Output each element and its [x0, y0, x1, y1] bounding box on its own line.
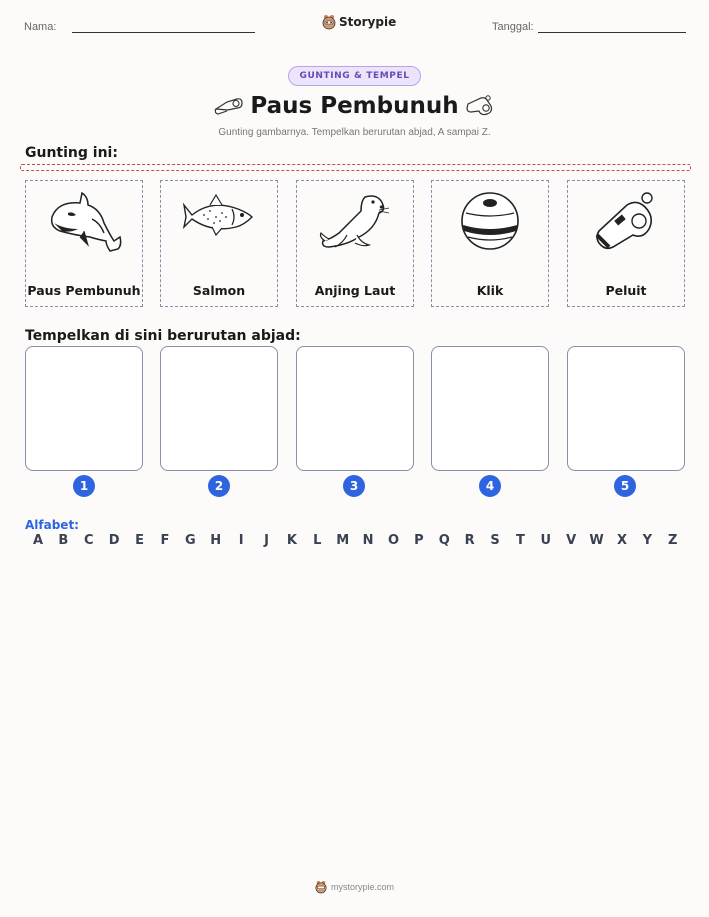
alphabet-letter: Z — [668, 533, 678, 548]
alphabet-label: Alfabet: — [25, 518, 79, 532]
alphabet-letter: C — [84, 533, 94, 548]
name-line[interactable] — [72, 32, 255, 33]
alphabet-letter: K — [286, 533, 297, 548]
alphabet-letter: N — [362, 533, 374, 548]
alphabet-letter: I — [238, 533, 244, 548]
card-caption: Peluit — [605, 283, 647, 298]
brand-logo — [322, 14, 396, 30]
instructions-text: Gunting gambarnya. Tempelkan berurutan abjad, A sampai Z. — [218, 127, 491, 138]
alphabet-letter: D — [108, 533, 120, 548]
slot-number-3: 3 — [343, 475, 365, 497]
activity-badge: GUNTING & TEMPEL — [288, 66, 420, 86]
slot-number-5: 5 — [614, 475, 636, 497]
alphabet-letter: A — [32, 533, 44, 548]
alphabet-letter: R — [464, 533, 475, 548]
date-line[interactable] — [538, 32, 686, 33]
whistle-outline-icon — [465, 93, 495, 119]
cut-card-whistle[interactable] — [567, 180, 685, 307]
alphabet-letter: O — [387, 533, 399, 548]
name-label: Nama: — [24, 21, 57, 33]
alphabet-letter: L — [313, 533, 322, 548]
alphabet-letter: F — [160, 533, 170, 548]
alphabet-letter: M — [336, 533, 350, 548]
slot-number-4: 4 — [479, 475, 501, 497]
storypie-mascot-icon — [322, 14, 336, 30]
whistle-icon — [593, 189, 659, 253]
card-caption: Anjing Laut — [314, 283, 396, 298]
footer-site: mystorypie.com — [330, 882, 394, 892]
slot-number-1: 1 — [73, 475, 95, 497]
alphabet-letter: P — [414, 533, 424, 548]
cut-card-orca[interactable] — [25, 180, 143, 307]
alphabet-letter: X — [616, 533, 627, 548]
page-title: Paus Pembunuh — [250, 93, 459, 119]
orca-icon — [44, 189, 124, 257]
paste-slot-3[interactable] — [296, 346, 414, 471]
slot-number-2: 2 — [208, 475, 230, 497]
date-label: Tanggal: — [492, 21, 534, 33]
salmon-fish-icon — [182, 191, 256, 241]
cut-card-seal[interactable] — [296, 180, 414, 307]
cut-guide-line — [20, 164, 691, 171]
alphabet-letter: B — [58, 533, 69, 548]
alphabet-letter: E — [135, 533, 144, 548]
alphabet-letter: U — [540, 533, 552, 548]
clicker-icon — [458, 189, 522, 253]
paste-slot-1[interactable] — [25, 346, 143, 471]
alphabet-letter: W — [589, 533, 604, 548]
alphabet-letter: S — [490, 533, 500, 548]
cut-card-salmon[interactable] — [160, 180, 278, 307]
footer — [315, 880, 394, 894]
alphabet-row — [30, 533, 681, 548]
card-caption: Paus Pembunuh — [27, 283, 141, 298]
alphabet-letter: T — [515, 533, 525, 548]
paste-section-label: Tempelkan di sini berurutan abjad: — [25, 328, 301, 344]
cut-card-clicker[interactable] — [431, 180, 549, 307]
alphabet-letter: J — [264, 533, 269, 548]
alphabet-letter: H — [210, 533, 222, 548]
card-caption: Salmon — [192, 283, 246, 298]
seal-icon — [317, 189, 393, 253]
cut-section-label: Gunting ini: — [25, 145, 118, 161]
paste-slot-4[interactable] — [431, 346, 549, 471]
paste-slot-5[interactable] — [567, 346, 685, 471]
brand-name: Storypie — [339, 15, 397, 29]
alphabet-letter: G — [185, 533, 196, 548]
paste-slot-2[interactable] — [160, 346, 278, 471]
alphabet-letter: Q — [438, 533, 450, 548]
card-caption: Klik — [476, 283, 504, 298]
alphabet-letter: Y — [642, 533, 653, 548]
alphabet-letter: V — [566, 533, 577, 548]
storypie-mascot-icon — [315, 880, 327, 894]
